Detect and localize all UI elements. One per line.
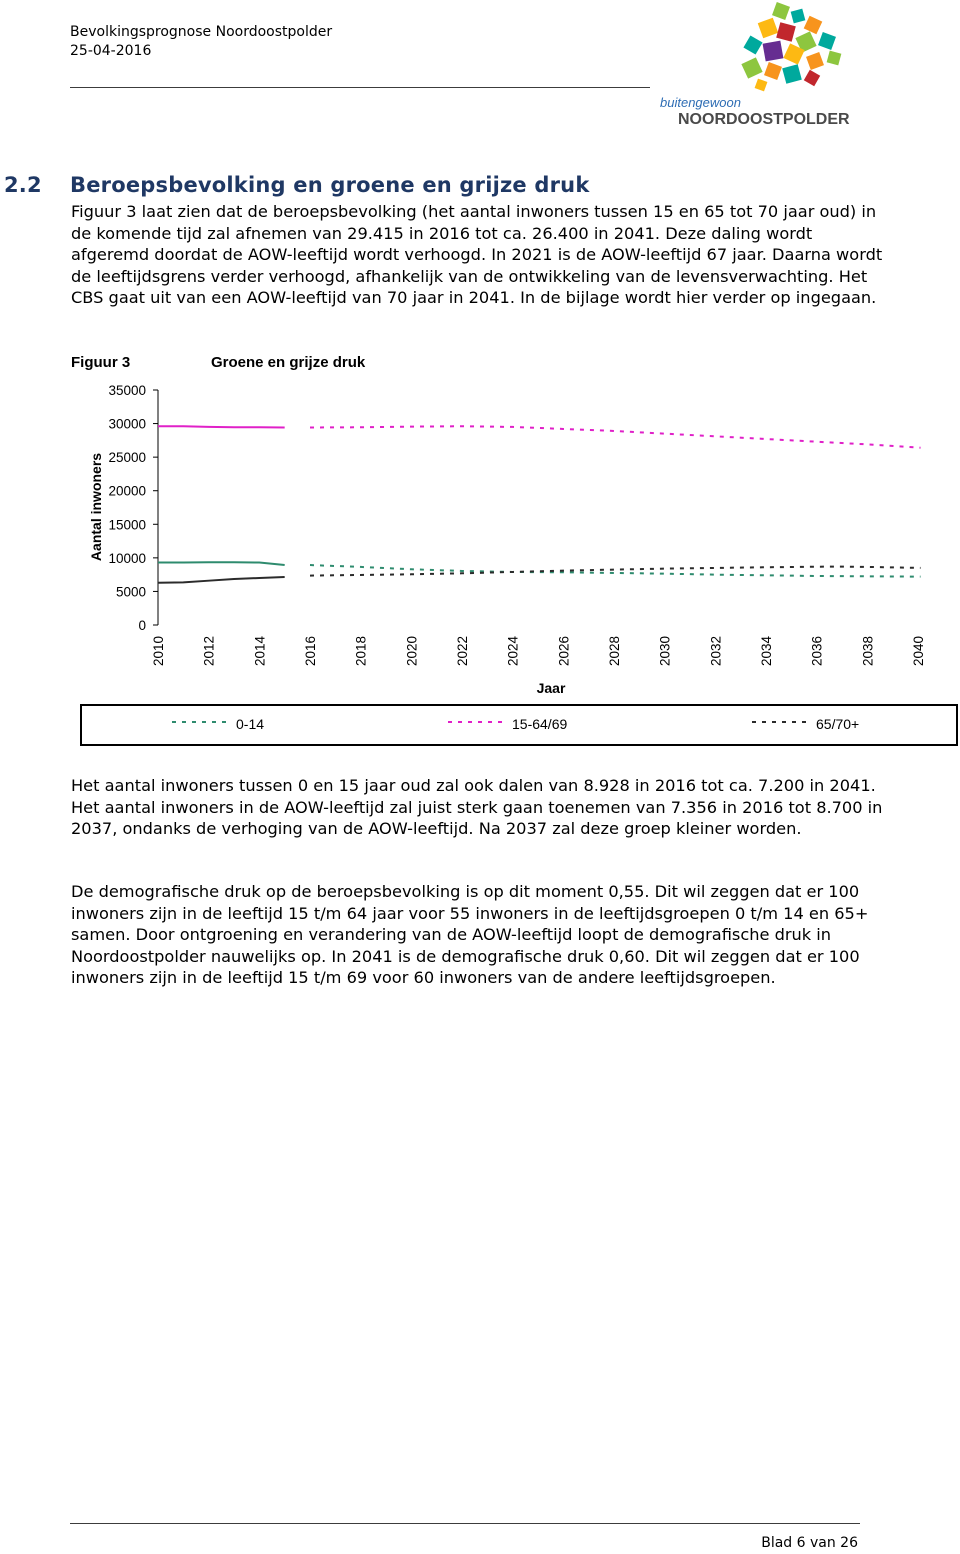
series-0-historic-line — [158, 562, 285, 565]
paragraph-3-text: De demografische druk op de beroepsbevolking is op dit moment 0,55. Dit wil zeggen dat er 100 inwoners zijn in de leeftijd 15 t/m 64 jaar voor 55 inwoners in de leeftijdsgroepen 0 t/m 14 en 65+ samen. Door ontgroening en verandering van de AOW-leeftijd loopt de demografische druk in Noordoostpolder nauwelijks op. In 2041 is de demografische druk 0,60. Dit wil zeggen dat er 100 inwoners zijn in de leeftijd 15 t/m 69 voor 60 inwoners van de andere leeftijdsgroepen. — [71, 882, 869, 988]
y-tick-label: 35000 — [108, 383, 146, 398]
page-number: Blad 6 van 26 — [761, 1535, 858, 1551]
x-tick-label: 2040 — [911, 636, 926, 667]
legend-label: 65/70+ — [816, 716, 860, 732]
paragraph-2 — [71, 775, 891, 840]
document-title: Bevolkingsprognose Noordoostpolder — [70, 24, 333, 40]
y-tick-label: 15000 — [108, 517, 146, 533]
logo-tagline: buitengewoon — [660, 95, 741, 110]
y-tick-label: 25000 — [108, 450, 146, 466]
series-1-forecast-line — [310, 426, 921, 447]
paragraph-2-text: Het aantal inwoners tussen 0 en 15 jaar oud zal ook dalen van 8.928 in 2016 tot ca. 7.200 in 2041. Het aantal inwoners in de AOW-leeftijd zal juist sterk gaan toenemen van 7.356 in 2016 tot 8.700 in 2037, ondanks de verhoging van de AOW-leeftijd. Na 2037 zal deze groep kleiner worden. — [71, 776, 883, 839]
series-2-historic-line — [158, 577, 285, 583]
x-tick-label: 2022 — [455, 636, 470, 667]
logo-mosaic-icon — [741, 2, 841, 91]
y-tick-label: 30000 — [108, 416, 146, 432]
document-date: 25-04-2016 — [70, 43, 152, 59]
header-rule — [70, 87, 650, 88]
x-tick-label: 2012 — [201, 636, 217, 667]
x-tick-label: 2032 — [708, 636, 724, 667]
x-tick-label: 2016 — [303, 636, 318, 667]
section-heading — [4, 173, 590, 197]
legend-label: 15-64/69 — [512, 716, 568, 732]
figure-label: Figuur 3 — [71, 354, 131, 371]
y-tick-label: 5000 — [115, 584, 146, 600]
logo-name: NOORDOOSTPOLDER — [678, 111, 850, 128]
series-lines — [158, 426, 921, 582]
x-tick-label: 2014 — [252, 636, 268, 667]
x-axis-ticks — [151, 636, 926, 667]
x-tick-label: 2038 — [860, 636, 876, 667]
y-axis-label: Aantal inwoners — [88, 452, 104, 562]
x-tick-label: 2036 — [809, 636, 825, 667]
figure-3-chart — [0, 340, 960, 760]
y-tick-label: 10000 — [108, 550, 146, 566]
footer-rule — [70, 1523, 860, 1524]
x-tick-label: 2028 — [607, 636, 622, 667]
x-tick-label: 2010 — [151, 636, 166, 667]
intro-paragraph — [71, 201, 891, 309]
x-tick-label: 2030 — [657, 636, 673, 667]
paragraph-3 — [71, 881, 891, 989]
chart-title: Groene en grijze druk — [211, 354, 366, 371]
series-1-historic-line — [158, 426, 285, 427]
legend-label: 0-14 — [236, 716, 265, 732]
x-tick-label: 2024 — [505, 636, 521, 667]
x-tick-label: 2018 — [353, 636, 369, 667]
x-axis-label: Jaar — [536, 680, 566, 696]
y-tick-label: 0 — [138, 618, 146, 633]
section-title: Beroepsbevolking en groene en grijze druk — [70, 173, 590, 197]
y-axis-ticks — [108, 383, 158, 633]
x-tick-label: 2034 — [759, 636, 774, 667]
x-tick-label: 2026 — [556, 636, 572, 667]
x-tick-label: 2020 — [404, 636, 420, 667]
intro-text: Figuur 3 laat zien dat de beroepsbevolking (het aantal inwoners tussen 15 en 65 tot 70 jaar oud) in de komende tijd zal afnemen van 29.415 in 2016 tot ca. 26.400 in 2041. Deze daling wordt afgeremd doordat de AOW-leeftijd wordt verhoogd. In 2021 is de AOW-leeftijd 67 jaar. Daarna wordt de leeftijdsgrens verder verhoogd, afhankelijk van de ontwikkeling van de levensverwachting. Het CBS gaat uit van een AOW-leeftijd van 70 jaar in 2041. In de bijlage wordt hier verder op ingegaan. — [71, 202, 883, 308]
section-number: 2.2 — [4, 173, 42, 197]
noordoostpolder-logo — [656, 0, 866, 130]
y-tick-label: 20000 — [108, 483, 146, 499]
